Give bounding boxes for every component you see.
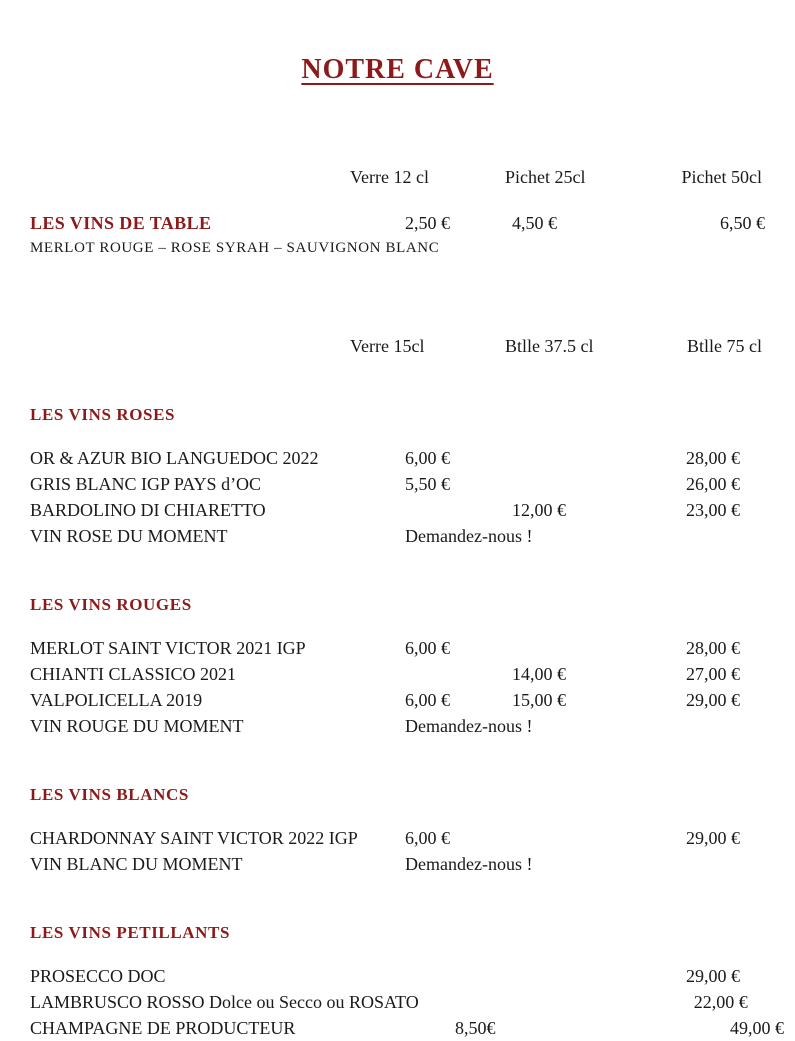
section-vins-rouges (30, 595, 765, 739)
item-name: BARDOLINO DI CHIARETTO (30, 500, 266, 520)
section-title-vins-de-table: LES VINS DE TABLE (30, 213, 212, 233)
item-price-verre: 6,00 € (405, 690, 450, 710)
item-price-verre: 6,00 € (405, 828, 450, 848)
price-verre: 2,50 € (405, 213, 450, 233)
item-name: CHIANTI CLASSICO 2021 (30, 664, 237, 684)
menu-item-row (30, 825, 765, 851)
column-header-btlle-75: Btlle 75 cl (687, 336, 762, 356)
item-price-btlle-75: 23,00 € (686, 500, 740, 520)
menu-item-row (30, 661, 765, 687)
item-price-verre: 5,50 € (405, 474, 450, 494)
item-price-verre: 6,00 € (405, 638, 450, 658)
section-vins-roses (30, 405, 765, 549)
item-name: OR & AZUR BIO LANGUEDOC 2022 (30, 448, 319, 468)
item-note: Demandez-nous ! (405, 854, 533, 874)
menu-item-row (30, 523, 765, 549)
section-title: LES VINS BLANCS (30, 785, 189, 804)
price-columns-header-bottles (30, 333, 765, 359)
menu-item-row (30, 497, 765, 523)
item-price-btlle-75: 28,00 € (686, 638, 740, 658)
item-price-btlle-75: 49,00 € (730, 1018, 784, 1038)
item-price-btlle-75: 28,00 € (686, 448, 740, 468)
vins-de-table-varieties: MERLOT ROUGE – ROSE SYRAH – SAUVIGNON BLANC (30, 240, 440, 256)
menu-item-row (30, 1015, 784, 1041)
item-price-btlle-75: 27,00 € (686, 664, 740, 684)
column-header-verre-12: Verre 12 cl (350, 167, 429, 187)
item-name: PROSECCO DOC (30, 966, 166, 986)
menu-item-row (30, 635, 765, 661)
item-note: Demandez-nous ! (405, 716, 533, 736)
price-columns-header-table (30, 164, 765, 190)
item-price-btlle-37: 15,00 € (512, 690, 566, 710)
item-note: Demandez-nous ! (405, 526, 533, 546)
column-header-verre-15: Verre 15cl (350, 336, 425, 356)
item-price-btlle-75: 29,00 € (686, 828, 740, 848)
column-header-btlle-37: Btlle 37.5 cl (505, 336, 594, 356)
menu-item-row (30, 471, 765, 497)
item-price-btlle-75: 29,00 € (686, 966, 740, 986)
menu-item-row (30, 445, 765, 471)
item-price-btlle-37: 12,00 € (512, 500, 566, 520)
section-vins-petillants (30, 923, 784, 1041)
item-name: VALPOLICELLA 2019 (30, 690, 203, 710)
menu-item-row (30, 963, 765, 989)
section-title: LES VINS ROUGES (30, 595, 192, 614)
item-name: MERLOT SAINT VICTOR 2021 IGP (30, 638, 306, 658)
item-price-btlle-75: 29,00 € (686, 690, 740, 710)
item-name: VIN BLANC DU MOMENT (30, 854, 243, 874)
item-name: CHARDONNAY SAINT VICTOR 2022 IGP (30, 828, 358, 848)
item-name: CHAMPAGNE DE PRODUCTEUR (30, 1018, 296, 1038)
item-name: VIN ROUGE DU MOMENT (30, 716, 244, 736)
section-title: LES VINS ROSES (30, 405, 176, 424)
item-price-verre: 6,00 € (405, 448, 450, 468)
price-pichet-50: 6,50 € (720, 213, 765, 233)
item-name: LAMBRUSCO ROSSO Dolce ou Secco ou ROSATO (30, 992, 419, 1012)
item-price-verre: 8,50€ (455, 1018, 496, 1038)
price-pichet-25: 4,50 € (512, 213, 557, 233)
item-price-btlle-37: 14,00 € (512, 664, 566, 684)
column-header-pichet-25: Pichet 25cl (505, 167, 586, 187)
page-title: NOTRE CAVE (301, 54, 494, 85)
menu-item-row (30, 851, 765, 877)
section-vins-blancs (30, 785, 765, 877)
item-price-btlle-75: 26,00 € (686, 474, 740, 494)
vins-de-table-row (30, 210, 765, 236)
column-header-pichet-50: Pichet 50cl (681, 167, 762, 187)
item-price-btlle-75: 22,00 € (693, 992, 748, 1012)
menu-item-row (30, 687, 765, 713)
section-title: LES VINS PETILLANTS (30, 923, 231, 942)
menu-item-row (30, 989, 765, 1015)
item-name: GRIS BLANC IGP PAYS d’OC (30, 474, 262, 494)
menu-item-row (30, 713, 765, 739)
item-name: VIN ROSE DU MOMENT (30, 526, 228, 546)
